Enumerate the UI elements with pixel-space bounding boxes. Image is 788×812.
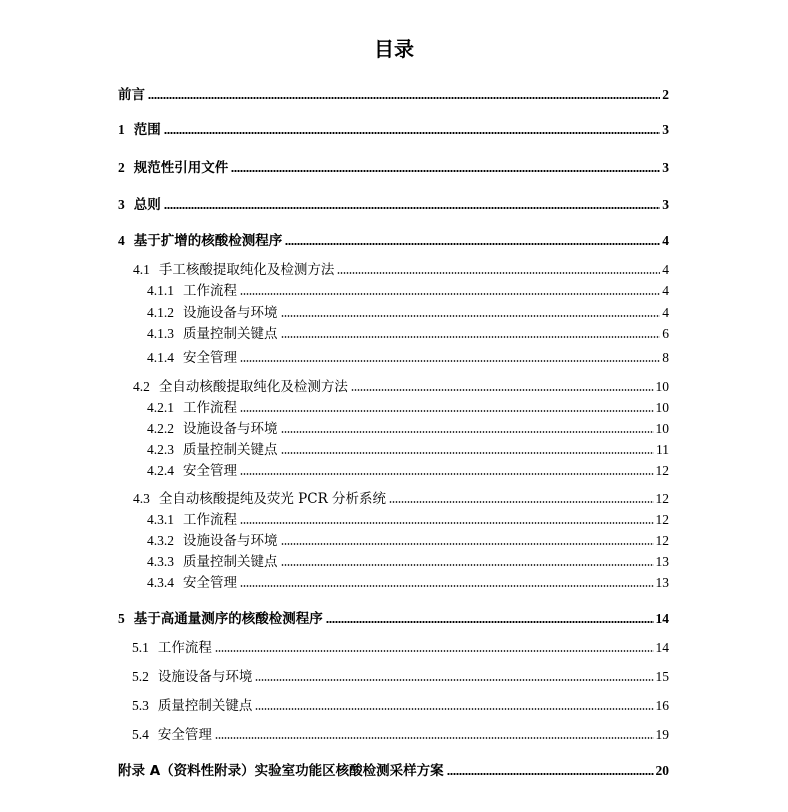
toc-entry[interactable] (147, 349, 669, 367)
toc-entry-page-number: 12 (655, 533, 669, 548)
toc-entry-number: 5.1 (132, 640, 149, 655)
toc-entry-number: 4.1.4 (147, 350, 174, 365)
toc-entry-page-number: 4 (662, 262, 669, 277)
dot-leader (215, 649, 654, 653)
toc-entry[interactable] (118, 610, 669, 628)
toc-entry-page-number: 3 (662, 160, 669, 175)
toc-entry-title: 设施设备与环境 (157, 669, 253, 685)
toc-entry-number: 4.1 (133, 262, 150, 277)
toc-entry-page-number: 6 (662, 326, 669, 341)
dot-leader (215, 736, 654, 740)
dot-leader (351, 388, 654, 392)
toc-entry-number: 4.2 (133, 379, 150, 394)
toc-entry-title: 工作流程 (183, 400, 237, 416)
toc-entry[interactable] (133, 378, 669, 396)
toc-entry-title: 工作流程 (183, 512, 237, 528)
toc-entry-title: 质量控制关键点 (183, 326, 278, 342)
dot-leader (281, 451, 655, 455)
toc-entry-title: 质量控制关键点 (183, 442, 278, 458)
toc-entry[interactable] (118, 762, 669, 780)
toc-entry-title: 全自动核酸提取纯化及检测方法 (158, 379, 348, 395)
toc-entry[interactable] (147, 574, 669, 592)
toc-entry-page-number: 20 (655, 763, 669, 778)
toc-entry-page-number: 14 (655, 611, 669, 626)
toc-entry[interactable] (133, 490, 669, 508)
toc-entry-number: 4.2.2 (147, 421, 174, 436)
toc-entry-number: 4.1.2 (147, 305, 174, 320)
toc-entry-number: 4.2.4 (147, 463, 174, 478)
toc-entry[interactable] (118, 121, 669, 139)
toc-entry-page-number: 8 (662, 350, 669, 365)
toc-entry-number: 4.3.3 (147, 554, 174, 569)
toc-entry[interactable] (147, 462, 669, 480)
dot-leader (231, 169, 660, 173)
toc-entry-title: 安全管理 (183, 463, 237, 479)
toc-entry-page-number: 12 (655, 512, 669, 527)
toc-entry-page-number: 4 (662, 305, 669, 320)
toc-entry[interactable] (132, 668, 669, 686)
dot-leader (281, 335, 661, 339)
dot-leader (281, 314, 661, 318)
toc-entry-title: 设施设备与环境 (183, 305, 278, 321)
toc-entry-title: 基于高通量测序的核酸检测程序 (133, 611, 323, 627)
toc-entry[interactable] (147, 532, 669, 550)
toc-entry[interactable] (147, 399, 669, 417)
toc-entry-number: 4.3.1 (147, 512, 174, 527)
dot-leader (447, 772, 654, 776)
toc-entry[interactable] (118, 232, 669, 250)
toc-entry[interactable] (147, 304, 669, 322)
toc-entry-number: 4.3.4 (147, 575, 174, 590)
toc-entry-number: 2 (118, 160, 125, 175)
dot-leader (164, 131, 661, 135)
toc-entry-title: 质量控制关键点 (183, 554, 278, 570)
dot-leader (164, 206, 661, 210)
dot-leader (285, 242, 660, 246)
toc-entry-page-number: 3 (662, 122, 669, 137)
toc-entry-number: 4.2.3 (147, 442, 174, 457)
toc-entry-title: 安全管理 (157, 727, 212, 743)
dot-leader (281, 563, 654, 567)
toc-entry-title: 安全管理 (183, 575, 237, 591)
toc-entry-page-number: 4 (662, 283, 669, 298)
toc-entry-number: 4.1.3 (147, 326, 174, 341)
dot-leader (240, 292, 660, 296)
toc-entry[interactable] (147, 511, 669, 529)
dot-leader (255, 678, 653, 682)
toc-entry-number: 5 (118, 611, 125, 626)
toc-entry-title: 规范性引用文件 (133, 160, 229, 176)
toc-entry-title: 基于扩增的核酸检测程序 (133, 233, 283, 249)
dot-leader (337, 271, 660, 275)
toc-entry[interactable] (118, 86, 669, 104)
toc-entry-number: 1 (118, 122, 125, 137)
toc-entry-page-number: 12 (655, 463, 669, 478)
toc-entry-page-number: 15 (655, 669, 669, 684)
toc-entry-number: 4.2.1 (147, 400, 174, 415)
toc-entry[interactable] (147, 282, 669, 300)
toc-entry-number: 5.3 (132, 698, 149, 713)
toc-entry-page-number: 19 (655, 727, 669, 742)
toc-entry-page-number: 16 (655, 698, 669, 713)
toc-entry-page-number: 4 (662, 233, 669, 248)
toc-entry-page-number: 10 (655, 421, 669, 436)
dot-leader (255, 707, 653, 711)
toc-entry-page-number: 11 (656, 442, 669, 457)
toc-entry-number: 5.2 (132, 669, 149, 684)
toc-entry-page-number: 10 (655, 379, 669, 394)
toc-entry-number: 4.3.2 (147, 533, 174, 548)
toc-entry-title: 工作流程 (157, 640, 212, 656)
dot-leader (240, 409, 654, 413)
toc-entry[interactable] (147, 441, 669, 459)
toc-entry-page-number: 13 (655, 575, 669, 590)
dot-leader (281, 430, 654, 434)
dot-leader (240, 359, 660, 363)
toc-entry-title: 范围 (133, 122, 161, 138)
toc-entry-page-number: 3 (662, 197, 669, 212)
toc-entry-title: 前言 (118, 87, 145, 103)
toc-entry-page-number: 13 (655, 554, 669, 569)
toc-entry[interactable] (147, 325, 669, 343)
toc-entry[interactable] (132, 726, 669, 744)
dot-leader (240, 584, 654, 588)
toc-entry-page-number: 12 (655, 491, 669, 506)
toc-entry[interactable] (147, 553, 669, 571)
dot-leader (240, 521, 654, 525)
toc-entry[interactable] (132, 697, 669, 715)
toc-entry-page-number: 10 (655, 400, 669, 415)
toc-entry-number: 4.3 (133, 491, 150, 506)
dot-leader (148, 96, 660, 100)
toc-entry-page-number: 2 (662, 87, 669, 102)
toc-entry-title: 安全管理 (183, 350, 237, 366)
toc-entry[interactable] (147, 420, 669, 438)
toc-entry[interactable] (118, 159, 669, 177)
toc-entry-title: 设施设备与环境 (183, 533, 278, 549)
toc-entry-page-number: 14 (655, 640, 669, 655)
toc-entry-title: 工作流程 (183, 283, 237, 299)
toc-entry-number: 4.1.1 (147, 283, 174, 298)
dot-leader (240, 472, 654, 476)
toc-entry-title: 质量控制关键点 (157, 698, 253, 714)
page-title: 目录 (374, 37, 414, 61)
toc-entry-number: 3 (118, 197, 125, 212)
dot-leader (326, 620, 654, 624)
toc-entry-title: 设施设备与环境 (183, 421, 278, 437)
toc-entry-title: 手工核酸提取纯化及检测方法 (158, 262, 335, 278)
dot-leader (389, 500, 653, 504)
toc-entry-title: 附录 A（资料性附录）实验室功能区核酸检测采样方案 (118, 763, 444, 779)
toc-entry-title: 全自动核酸提纯及荧光 PCR 分析系统 (158, 491, 387, 507)
toc-entry-title: 总则 (133, 197, 161, 213)
toc-entry[interactable] (133, 261, 669, 279)
dot-leader (281, 542, 654, 546)
toc-entry[interactable] (132, 639, 669, 657)
toc-entry-number: 4 (118, 233, 125, 248)
toc-entry-number: 5.4 (132, 727, 149, 742)
toc-entry[interactable] (118, 196, 669, 214)
